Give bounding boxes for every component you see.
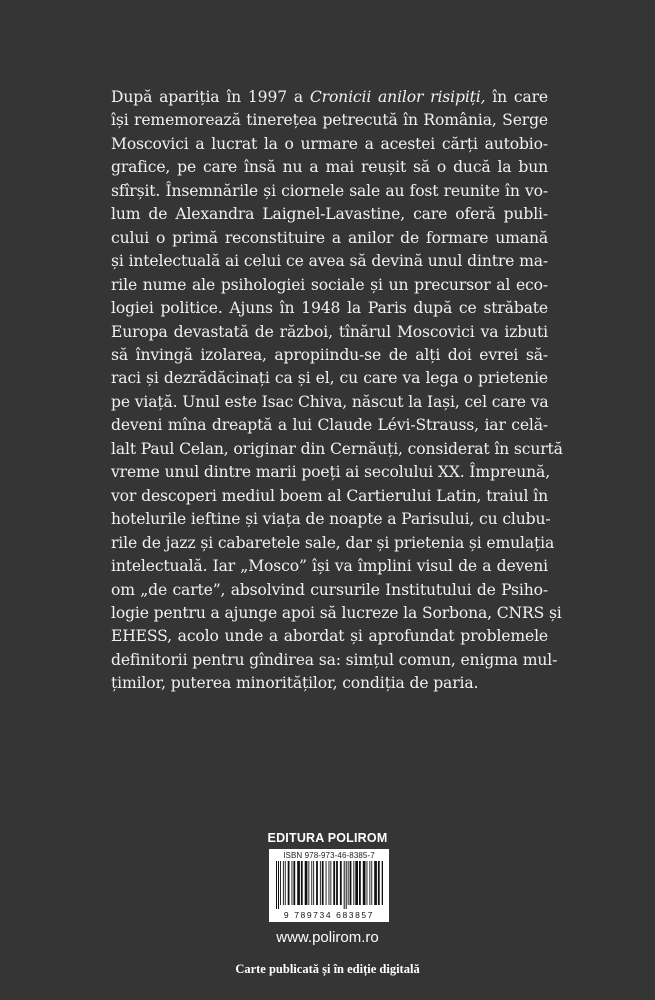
blurb-line: EHESS, acolo unde a abordat și aprofundat problemele <box>111 627 548 646</box>
barcode-bars <box>275 861 383 909</box>
isbn-text: ISBN 978-973-46-8385-7 <box>283 851 375 860</box>
blurb-line: rile de jazz și cabaretele sale, dar și prietenia și emulația <box>111 533 555 552</box>
barcode-bar <box>346 861 347 909</box>
barcode-bar <box>311 861 312 905</box>
blurb-line: deveni mîna dreaptă a lui Claude Lévi-Strauss, iar celă- <box>111 416 548 435</box>
blurb-line: grafice, pe care însă nu a mai reușit să o ducă la bun <box>111 158 548 177</box>
blurb-line: țimilor, puterea minorităților, condiția de paria. <box>111 674 479 693</box>
digital-edition-note: Carte publicată și în ediție digitală <box>235 962 420 976</box>
barcode-bar <box>350 861 352 905</box>
barcode-bar <box>363 861 366 905</box>
blurb-line: vor descoperi mediul boem al Cartierului Latin, traiul în <box>111 486 548 505</box>
barcode-bar <box>320 861 321 905</box>
barcode-bar <box>367 861 368 905</box>
blurb-line: Moscovici a lucrat la o urmare a acestei cărți autobio- <box>111 134 548 153</box>
barcode-bar <box>280 861 281 905</box>
barcode-bar <box>292 861 293 905</box>
barcode-bar <box>382 861 383 905</box>
publisher-website: www.polirom.ro <box>276 929 379 946</box>
blurb-line: intelectuală. Iar „Mosco” își va împlini visul de a deveni <box>111 557 548 576</box>
barcode-bar <box>371 861 372 905</box>
barcode-bar <box>374 861 377 905</box>
blurb-line: și intelectuală ai celui ce avea să devină unul dintre ma- <box>111 252 548 271</box>
barcode-bar <box>329 861 330 905</box>
blurb-line: lalt Paul Celan, originar din Cernăuți, considerat în scurtă <box>111 439 563 458</box>
barcode-bar <box>333 861 335 905</box>
barcode-bar <box>283 861 284 905</box>
barcode-bar <box>293 861 295 905</box>
barcode-bar <box>316 861 318 905</box>
blurb-line: vreme unul dintre marii poeți ai secolului XX. Împreună, <box>111 463 550 482</box>
barcode-bar <box>355 861 358 905</box>
blurb-line: cului o primă reconstituire a anilor de formare umană <box>111 228 548 247</box>
barcode-bar <box>305 861 308 905</box>
blurb-line: om „de carte”, absolvind cursurile Institutului de Psiho- <box>111 580 548 599</box>
blurb-line: hotelurile ieftine și viața de noapte a Parisului, cu clubu- <box>111 510 551 529</box>
blurb-line: pe viață. Unul este Isac Chiva, născut la Iași, cel care va <box>111 392 549 411</box>
barcode-bar <box>340 861 342 905</box>
barcode-bar <box>326 861 327 905</box>
barcode-bar <box>348 861 349 905</box>
barcode-bar <box>359 861 361 905</box>
blurb-line: Europa devastată de război, tînărul Moscovici va izbuti <box>111 322 548 341</box>
barcode-bar <box>344 861 345 909</box>
barcode-bar <box>278 861 279 909</box>
blurb-line: lum de Alexandra Laignel-Lavastine, care oferă publi- <box>111 205 548 224</box>
blurb-line: După apariția în 1997 a Cronicii anilor risipiți, în care <box>111 88 548 106</box>
barcode-digits: 9 789734 683857 <box>283 910 375 920</box>
barcode-bar <box>285 861 286 905</box>
barcode-bar <box>301 861 303 905</box>
barcode-bar <box>308 861 309 905</box>
barcode-bar <box>330 861 331 905</box>
barcode-bar <box>288 861 290 905</box>
publisher-name: EDITURA POLIROM <box>267 831 388 845</box>
barcode-bar <box>322 861 324 905</box>
barcode-bar <box>378 861 380 905</box>
blurb-line: logiei politice. Ajuns în 1948 la Paris după ce străbate <box>111 299 548 318</box>
barcode-bar <box>276 861 277 909</box>
barcode-bar <box>336 861 338 905</box>
blurb-line: logie pentru a ajunge apoi să lucreze la Sorbona, CNRS și <box>111 603 562 622</box>
back-cover-blurb <box>111 86 563 696</box>
barcode-bar <box>353 861 354 905</box>
blurb-line: sfîrșit. Însemnările și ciornele sale au fost reunite în vo- <box>111 181 548 200</box>
book-title: Cronicii anilor risipiți, <box>309 88 486 106</box>
barcode-label <box>269 849 389 922</box>
barcode-bar <box>297 861 300 905</box>
barcode-bar <box>369 861 370 905</box>
blurb-line: rile nume ale psihologiei sociale și un precursor al eco- <box>111 275 548 294</box>
blurb-line: își rememorează tinerețea petrecută în România, Serge <box>111 111 548 130</box>
blurb-line: definitorii pentru gîndirea sa: simțul comun, enigma mul- <box>111 650 558 669</box>
blurb-line: să învingă izolarea, apropiindu-se de alți doi evrei să- <box>111 345 548 364</box>
barcode-bar <box>313 861 314 905</box>
blurb-line: raci și dezrădăcinați ca și el, cu care va lega o prietenie <box>111 369 548 388</box>
